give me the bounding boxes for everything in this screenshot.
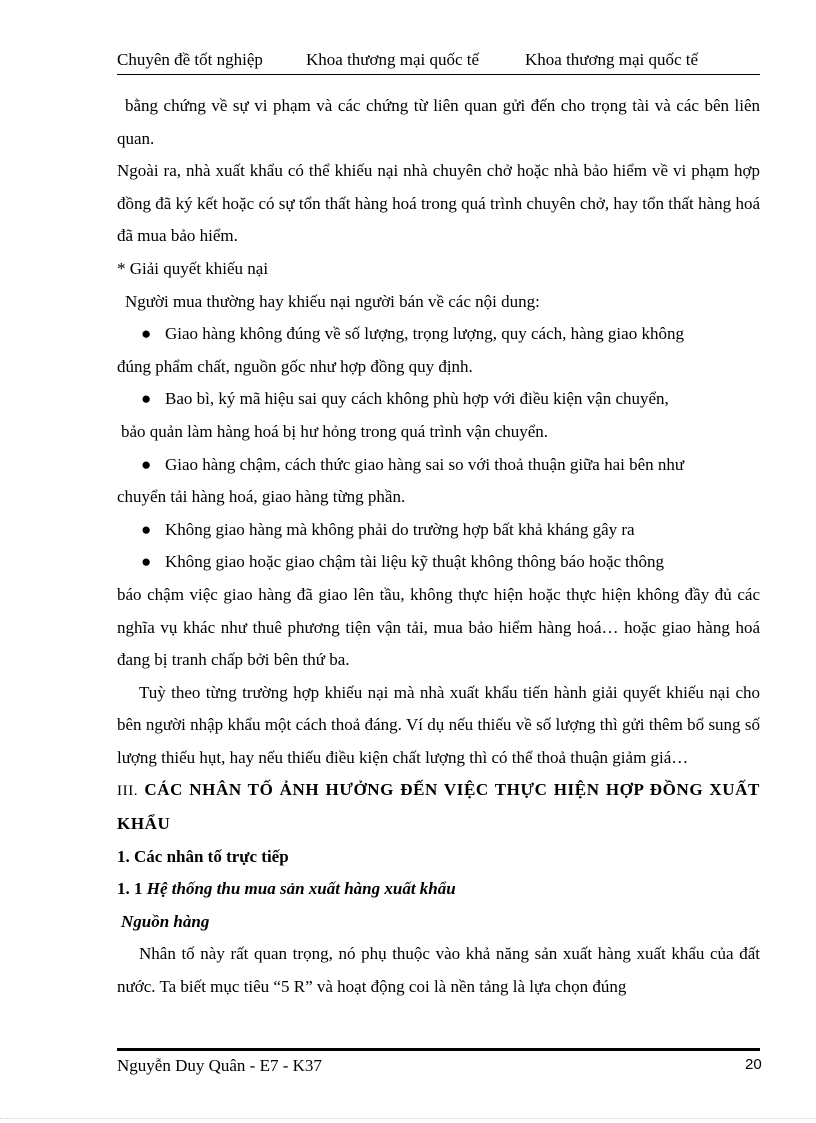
paragraph-other-claims: Ngoài ra, nhà xuất khẩu có thể khiếu nại nhà chuyên chở hoặc nhà bảo hiểm về vi phạm hợp đồng đã ký kết hoặc có sự tổn thất hàng hoá trong quá trình chuyên chở, hay tổn thất hàng hoá đã mua bảo hiểm. bbox=[117, 161, 760, 246]
paragraph-complaint-heading: * Giải quyết khiếu nại bbox=[117, 258, 269, 278]
list-item: ● Không giao hàng mà không phải do trường hợp bất khả kháng gây ra bbox=[117, 514, 760, 547]
header-thesis-label: Chuyên đề tốt nghiệp bbox=[117, 50, 263, 69]
bullet-icon: ● bbox=[141, 389, 152, 409]
page-edge-divider bbox=[0, 1118, 816, 1119]
bullet-icon: ● bbox=[141, 552, 152, 572]
section-title: CÁC NHÂN TỐ ẢNH HƯỞNG ĐẾN VIỆC THỰC HIỆN HỢP ĐỒNG XUẤT KHẨU bbox=[117, 780, 760, 834]
section-numeral: III. bbox=[117, 783, 139, 800]
list-item: ● Bao bì, ký mã hiệu sai quy cách không phù hợp với điều kiện vận chuyển, bảo quản làm hàng hoá bị hư hỏng trong quá trình vận chuyển. bbox=[117, 383, 760, 448]
bullet-icon: ● bbox=[141, 519, 152, 539]
subsubsection-number: 1. 1 bbox=[117, 879, 143, 899]
footer-author: Nguyễn Duy Quân - E7 - K37 bbox=[117, 1056, 322, 1075]
bullet-icon: ● bbox=[141, 324, 152, 344]
subsubsection-title: Hệ thống thu mua sản xuất hàng xuất khẩu bbox=[146, 879, 456, 899]
footer-divider bbox=[117, 1048, 760, 1051]
paragraph-evidence: bằng chứng về sự vi phạm và các chứng từ liên quan gửi đến cho trọng tài và các bên liên quan. bbox=[117, 96, 760, 148]
paragraph-source: Nhân tố này rất quan trọng, nó phụ thuộc vào khả năng sản xuất hàng xuất khẩu của đất nước. Ta biết mục tiêu “5 R” và hoạt động coi là nền tảng là lựa chọn đúng bbox=[117, 944, 760, 997]
page-number: 20 bbox=[745, 1056, 762, 1073]
subsubsection-heading bbox=[117, 873, 760, 906]
section-heading bbox=[117, 774, 760, 840]
header-faculty-label-repeat: Khoa thương mại quốc tế bbox=[525, 50, 699, 69]
page-body bbox=[117, 90, 760, 1004]
list-item: ● Không giao hoặc giao chậm tài liệu kỹ thuật không thông báo hoặc thông báo chậm việc giao hàng đã giao lên tầu, không thực hiện hoặc thực hiện không đầy đủ các nghĩa vụ khác như thuê phương tiện vận tải, mua bảo hiểm hàng hoá… hoặc giao hàng hoá đang bị tranh chấp bởi bên thứ ba. bbox=[117, 546, 760, 676]
subsection-heading: 1. Các nhân tố trực tiếp bbox=[117, 846, 289, 866]
paragraph-resolution: Tuỳ theo từng trường hợp khiếu nại mà nhà xuất khẩu tiến hành giải quyết khiếu nại cho bên người nhập khẩu một cách thoả đáng. Ví dụ nếu thiếu về số lượng thì gửi thêm bổ sung số lượng thiếu hụt, hay nếu thiếu điều kiện chất lượng thì có thể thoả thuận giảm giá… bbox=[117, 682, 760, 767]
paragraph-buyer-complaints: Người mua thường hay khiếu nại người bán về các nội dung: bbox=[125, 291, 540, 311]
page-header bbox=[117, 48, 760, 75]
complaint-list bbox=[117, 318, 760, 677]
list-item: ● Giao hàng không đúng về số lượng, trọng lượng, quy cách, hàng giao không đúng phẩm chất, nguồn gốc như hợp đồng quy định. bbox=[117, 318, 760, 383]
header-faculty-label: Khoa thương mại quốc tế bbox=[306, 50, 480, 69]
source-heading: Nguồn hàng bbox=[121, 911, 210, 931]
bullet-icon: ● bbox=[141, 454, 152, 474]
list-item: ● Giao hàng chậm, cách thức giao hàng sai so với thoả thuận giữa hai bên như chuyển tải hàng hoá, giao hàng từng phần. bbox=[117, 449, 760, 514]
